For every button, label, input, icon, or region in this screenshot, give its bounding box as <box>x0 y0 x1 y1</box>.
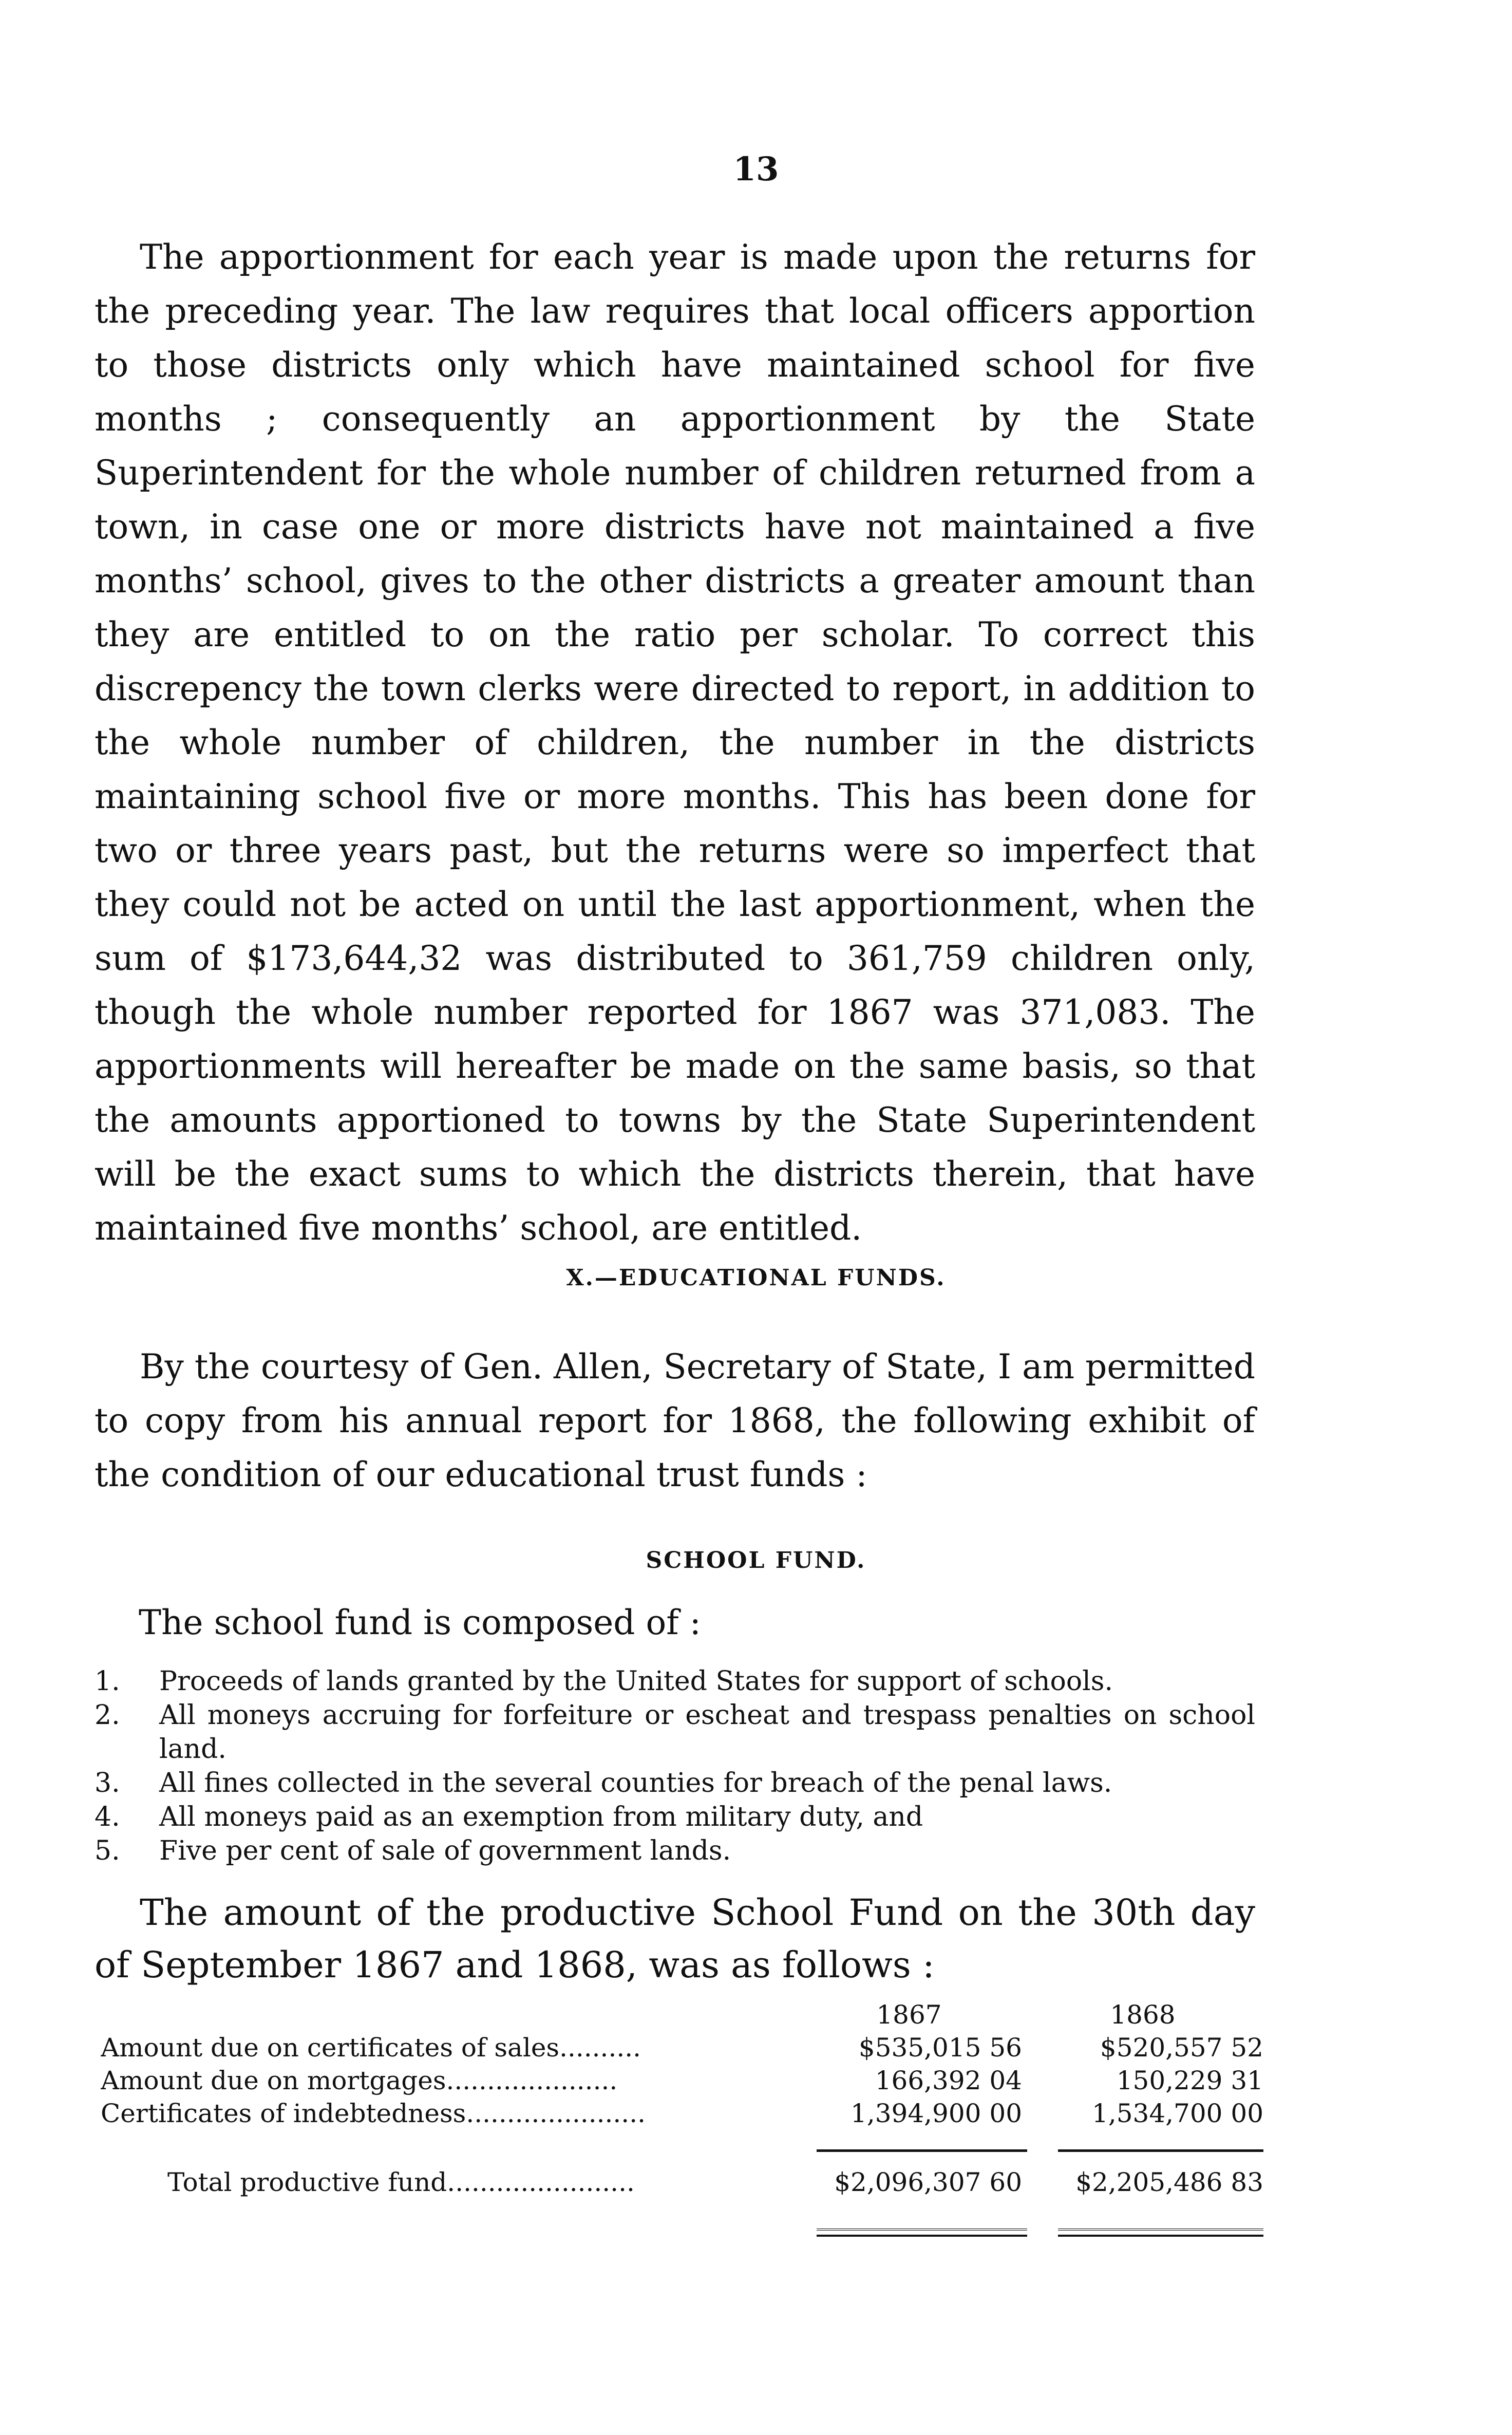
list-item-number: 2. <box>94 1700 120 1731</box>
row-label: Amount due on mortgages..................... <box>101 2066 618 2095</box>
fund-source-list <box>94 1664 1255 1868</box>
list-item <box>94 1834 1255 1868</box>
value-1868: 1,534,700 00 <box>1092 2099 1263 2128</box>
list-item <box>94 1800 1255 1834</box>
total-double-rule <box>1058 2228 1263 2237</box>
subheading-school-fund: SCHOOL FUND. <box>646 1547 866 1574</box>
total-double-rule <box>817 2228 1027 2237</box>
value-1868: 150,229 31 <box>1116 2066 1263 2095</box>
list-item-text: All fines collected in the several counties for breach of the penal laws. <box>159 1768 1112 1799</box>
value-1868: $520,557 52 <box>1100 2033 1263 2063</box>
paragraph-apportionment: The apportionment for each year is made upon the returns for the preceding year. The law requires that local officers apportion to those districts only which have maintained school for five months ; consequently an apportionment by the State Superintendent for the whole number of children returned from a town, in case one or more districts have not maintained a five months’ school, gives to the other districts a greater amount than they are entitled to on the ratio per scholar. To correct this discrepency the town clerks were directed to report, in addition to the whole number of children, the number in the districts maintaining school five or more months. This has been done for two or three years past, but the returns were so imperfect that they could not be acted on until the last apportionment, when the sum of $173,644,32 was distributed to 361,759 children only, though the whole number reported for 1867 was 371,083. The apportionments will hereafter be made on the same basis, so that the amounts apportioned to towns by the State Superintendent will be the exact sums to which the districts therein, that have maintained five months’ school, are entitled. <box>94 237 1255 1248</box>
section-heading: X.—EDUCATIONAL FUNDS. <box>566 1265 946 1291</box>
total-label: Total productive fund....................... <box>167 2167 635 2197</box>
list-item-text: Proceeds of lands granted by the United States for support of schools. <box>159 1666 1113 1697</box>
productive-fund-table <box>101 1998 1263 2199</box>
row-label: Amount due on certificates of sales.......... <box>101 2033 641 2063</box>
table-row <box>101 2097 1263 2130</box>
list-item-number: 4. <box>94 1802 120 1832</box>
row-label: Certificates of indebtedness...................... <box>101 2099 646 2128</box>
value-1867: $535,015 56 <box>858 2033 1022 2063</box>
list-item-number: 1. <box>94 1666 120 1697</box>
list-item-text: Five per cent of sale of government lands. <box>159 1835 731 1866</box>
list-item <box>94 1766 1255 1800</box>
list-item <box>94 1698 1255 1766</box>
table-row <box>101 2064 1263 2097</box>
subtotal-rule <box>1058 2149 1263 2152</box>
total-1867: $2,096,307 60 <box>834 2167 1022 2197</box>
page-number: 13 <box>733 150 779 189</box>
total-1868: $2,205,486 83 <box>1075 2167 1263 2197</box>
paragraph-productive-fund: The amount of the productive School Fund on the 30th day of September 1867 and 1868, was as follows : <box>94 1891 1255 1986</box>
value-1867: 166,392 04 <box>875 2066 1022 2095</box>
list-item-number: 3. <box>94 1768 120 1799</box>
subtotal-rule <box>817 2149 1027 2152</box>
value-1867: 1,394,900 00 <box>850 2099 1022 2128</box>
table-header-row <box>101 1998 1263 2031</box>
list-item-text: All moneys accruing for forfeiture or escheat and trespass penalties on school land. <box>159 1700 1255 1765</box>
list-item <box>94 1664 1255 1698</box>
list-intro: The school fund is composed of : <box>139 1603 701 1642</box>
column-header-1867: 1867 <box>876 2000 942 2030</box>
list-item-number: 5. <box>94 1835 120 1866</box>
paragraph-courtesy: By the courtesy of Gen. Allen, Secretary of State, I am permitted to copy from his annual report for 1868, the following exhibit of the condition of our educational trust funds : <box>94 1347 1255 1494</box>
column-header-1868: 1868 <box>1110 2000 1176 2030</box>
table-total-row <box>101 2166 1263 2199</box>
list-item-text: All moneys paid as an exemption from military duty, and <box>159 1802 923 1832</box>
table-row <box>101 2031 1263 2064</box>
